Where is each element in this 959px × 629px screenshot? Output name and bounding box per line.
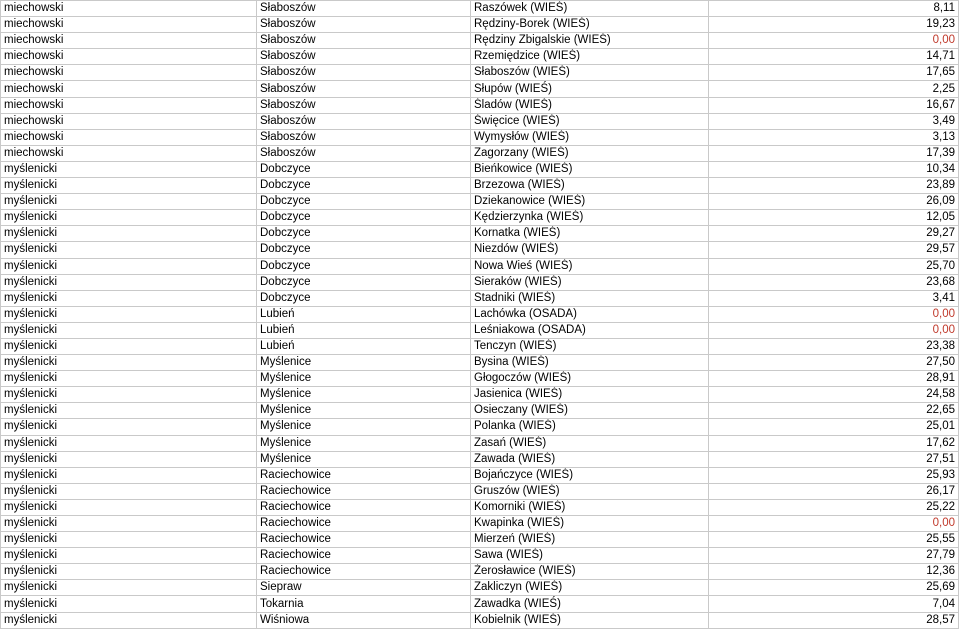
cell-commune: Lubień (257, 306, 471, 322)
cell-locality: Zawadka (WIEŚ) (471, 596, 709, 612)
cell-value: 24,58 (709, 387, 959, 403)
cell-county: myślenicki (1, 210, 257, 226)
cell-value: 27,51 (709, 451, 959, 467)
cell-commune: Myślenice (257, 403, 471, 419)
cell-commune: Myślenice (257, 387, 471, 403)
cell-value: 25,69 (709, 580, 959, 596)
cell-county: myślenicki (1, 290, 257, 306)
cell-county: myślenicki (1, 322, 257, 338)
table-row (1, 596, 959, 612)
table-body (1, 1, 959, 629)
table-row (1, 33, 959, 49)
cell-county: myślenicki (1, 194, 257, 210)
cell-commune: Myślenice (257, 355, 471, 371)
cell-value: 22,65 (709, 403, 959, 419)
cell-county: myślenicki (1, 612, 257, 628)
cell-county: myślenicki (1, 435, 257, 451)
cell-commune: Dobczyce (257, 161, 471, 177)
table-row (1, 548, 959, 564)
table-row (1, 483, 959, 499)
cell-locality: Rzemiędzice (WIEŚ) (471, 49, 709, 65)
cell-county: myślenicki (1, 516, 257, 532)
cell-value: 12,36 (709, 564, 959, 580)
table-row (1, 580, 959, 596)
cell-value: 25,01 (709, 419, 959, 435)
cell-locality: Kędzierzynka (WIEŚ) (471, 210, 709, 226)
table-row (1, 97, 959, 113)
cell-value: 28,57 (709, 612, 959, 628)
cell-commune: Raciechowice (257, 516, 471, 532)
cell-county: myślenicki (1, 258, 257, 274)
table-row (1, 419, 959, 435)
cell-county: myślenicki (1, 226, 257, 242)
cell-commune: Raciechowice (257, 548, 471, 564)
cell-locality: Leśniakowa (OSADA) (471, 322, 709, 338)
table-row (1, 161, 959, 177)
cell-county: myślenicki (1, 483, 257, 499)
cell-commune: Dobczyce (257, 194, 471, 210)
cell-commune: Raciechowice (257, 483, 471, 499)
cell-county: miechowski (1, 97, 257, 113)
cell-locality: Mierzeń (WIEŚ) (471, 532, 709, 548)
cell-value: 0,00 (709, 322, 959, 338)
cell-commune: Słaboszów (257, 81, 471, 97)
cell-commune: Dobczyce (257, 226, 471, 242)
table-row (1, 290, 959, 306)
cell-locality: Wymysłów (WIEŚ) (471, 129, 709, 145)
cell-county: myślenicki (1, 451, 257, 467)
cell-value: 25,22 (709, 499, 959, 515)
cell-county: miechowski (1, 129, 257, 145)
cell-locality: Żerosławice (WIEŚ) (471, 564, 709, 580)
cell-locality: Brzezowa (WIEŚ) (471, 178, 709, 194)
table-row (1, 194, 959, 210)
cell-county: myślenicki (1, 467, 257, 483)
cell-county: myślenicki (1, 161, 257, 177)
cell-value: 2,25 (709, 81, 959, 97)
table-row (1, 387, 959, 403)
table-row (1, 435, 959, 451)
cell-county: myślenicki (1, 338, 257, 354)
cell-commune: Dobczyce (257, 274, 471, 290)
table-row (1, 178, 959, 194)
cell-county: myślenicki (1, 355, 257, 371)
cell-commune: Myślenice (257, 435, 471, 451)
cell-value: 29,27 (709, 226, 959, 242)
cell-locality: Osieczany (WIEŚ) (471, 403, 709, 419)
cell-commune: Słaboszów (257, 129, 471, 145)
cell-value: 23,68 (709, 274, 959, 290)
cell-locality: Sieraków (WIEŚ) (471, 274, 709, 290)
cell-locality: Bysina (WIEŚ) (471, 355, 709, 371)
cell-commune: Siepraw (257, 580, 471, 596)
cell-county: miechowski (1, 17, 257, 33)
cell-commune: Słaboszów (257, 33, 471, 49)
cell-value: 7,04 (709, 596, 959, 612)
cell-value: 12,05 (709, 210, 959, 226)
cell-county: myślenicki (1, 564, 257, 580)
cell-commune: Słaboszów (257, 113, 471, 129)
cell-commune: Słaboszów (257, 17, 471, 33)
table-row (1, 274, 959, 290)
cell-locality: Komorniki (WIEŚ) (471, 499, 709, 515)
cell-commune: Raciechowice (257, 564, 471, 580)
cell-locality: Kwapinka (WIEŚ) (471, 516, 709, 532)
table-row (1, 322, 959, 338)
cell-value: 27,79 (709, 548, 959, 564)
cell-county: myślenicki (1, 548, 257, 564)
table-row (1, 371, 959, 387)
cell-value: 17,65 (709, 65, 959, 81)
cell-locality: Kobielnik (WIEŚ) (471, 612, 709, 628)
cell-commune: Słaboszów (257, 1, 471, 17)
table-row (1, 612, 959, 628)
cell-value: 27,50 (709, 355, 959, 371)
cell-county: miechowski (1, 113, 257, 129)
cell-locality: Śladów (WIEŚ) (471, 97, 709, 113)
table-row (1, 467, 959, 483)
cell-commune: Słaboszów (257, 145, 471, 161)
cell-locality: Nowa Wieś (WIEŚ) (471, 258, 709, 274)
cell-locality: Zakliczyn (WIEŚ) (471, 580, 709, 596)
cell-locality: Jasienica (WIEŚ) (471, 387, 709, 403)
cell-commune: Dobczyce (257, 258, 471, 274)
cell-commune: Raciechowice (257, 532, 471, 548)
cell-value: 17,39 (709, 145, 959, 161)
table-row (1, 113, 959, 129)
cell-locality: Zasań (WIEŚ) (471, 435, 709, 451)
cell-locality: Rędziny-Borek (WIEŚ) (471, 17, 709, 33)
cell-county: myślenicki (1, 596, 257, 612)
cell-value: 3,41 (709, 290, 959, 306)
cell-locality: Tenczyn (WIEŚ) (471, 338, 709, 354)
cell-county: miechowski (1, 49, 257, 65)
cell-county: miechowski (1, 33, 257, 49)
table-row (1, 145, 959, 161)
cell-commune: Dobczyce (257, 290, 471, 306)
table-row (1, 355, 959, 371)
cell-county: myślenicki (1, 387, 257, 403)
table-row (1, 564, 959, 580)
cell-commune: Myślenice (257, 451, 471, 467)
table-row (1, 258, 959, 274)
cell-locality: Zagorzany (WIEŚ) (471, 145, 709, 161)
cell-commune: Dobczyce (257, 178, 471, 194)
cell-county: myślenicki (1, 499, 257, 515)
cell-value: 29,57 (709, 242, 959, 258)
cell-value: 8,11 (709, 1, 959, 17)
cell-locality: Bieńkowice (WIEŚ) (471, 161, 709, 177)
cell-county: myślenicki (1, 242, 257, 258)
cell-commune: Słaboszów (257, 49, 471, 65)
table-row (1, 338, 959, 354)
cell-locality: Święcice (WIEŚ) (471, 113, 709, 129)
cell-commune: Raciechowice (257, 467, 471, 483)
cell-commune: Raciechowice (257, 499, 471, 515)
cell-commune: Dobczyce (257, 242, 471, 258)
table-row (1, 1, 959, 17)
table-row (1, 210, 959, 226)
cell-locality: Lachówka (OSADA) (471, 306, 709, 322)
table-row (1, 226, 959, 242)
cell-locality: Niezdów (WIEŚ) (471, 242, 709, 258)
cell-commune: Wiśniowa (257, 612, 471, 628)
cell-value: 10,34 (709, 161, 959, 177)
cell-commune: Myślenice (257, 371, 471, 387)
cell-county: myślenicki (1, 532, 257, 548)
cell-commune: Lubień (257, 338, 471, 354)
cell-value: 16,67 (709, 97, 959, 113)
cell-commune: Lubień (257, 322, 471, 338)
cell-county: myślenicki (1, 178, 257, 194)
cell-value: 25,70 (709, 258, 959, 274)
cell-value: 25,55 (709, 532, 959, 548)
cell-locality: Głogoczów (WIEŚ) (471, 371, 709, 387)
cell-value: 23,38 (709, 338, 959, 354)
table-row (1, 306, 959, 322)
cell-county: miechowski (1, 65, 257, 81)
cell-commune: Tokarnia (257, 596, 471, 612)
cell-value: 17,62 (709, 435, 959, 451)
cell-value: 23,89 (709, 178, 959, 194)
cell-county: myślenicki (1, 371, 257, 387)
cell-locality: Gruszów (WIEŚ) (471, 483, 709, 499)
table-row (1, 403, 959, 419)
cell-locality: Słupów (WIEŚ) (471, 81, 709, 97)
table-row (1, 499, 959, 515)
cell-value: 0,00 (709, 33, 959, 49)
cell-value: 3,49 (709, 113, 959, 129)
table-row (1, 65, 959, 81)
cell-county: myślenicki (1, 419, 257, 435)
table-row (1, 516, 959, 532)
cell-value: 26,09 (709, 194, 959, 210)
cell-locality: Dziekanowice (WIEŚ) (471, 194, 709, 210)
cell-county: myślenicki (1, 306, 257, 322)
cell-value: 14,71 (709, 49, 959, 65)
table-row (1, 49, 959, 65)
cell-locality: Zawada (WIEŚ) (471, 451, 709, 467)
cell-commune: Dobczyce (257, 210, 471, 226)
cell-locality: Stadniki (WIEŚ) (471, 290, 709, 306)
cell-value: 26,17 (709, 483, 959, 499)
cell-commune: Słaboszów (257, 97, 471, 113)
cell-county: myślenicki (1, 403, 257, 419)
table-row (1, 451, 959, 467)
cell-value: 3,13 (709, 129, 959, 145)
cell-locality: Sawa (WIEŚ) (471, 548, 709, 564)
table-row (1, 81, 959, 97)
cell-value: 0,00 (709, 516, 959, 532)
cell-locality: Bojańczyce (WIEŚ) (471, 467, 709, 483)
cell-county: miechowski (1, 81, 257, 97)
table-row (1, 129, 959, 145)
cell-commune: Myślenice (257, 419, 471, 435)
cell-value: 25,93 (709, 467, 959, 483)
cell-county: myślenicki (1, 580, 257, 596)
cell-county: myślenicki (1, 274, 257, 290)
cell-county: miechowski (1, 1, 257, 17)
table-row (1, 17, 959, 33)
cell-locality: Polanka (WIEŚ) (471, 419, 709, 435)
cell-value: 0,00 (709, 306, 959, 322)
cell-locality: Słaboszów (WIEŚ) (471, 65, 709, 81)
cell-value: 28,91 (709, 371, 959, 387)
cell-locality: Raszówek (WIEŚ) (471, 1, 709, 17)
cell-locality: Kornatka (WIEŚ) (471, 226, 709, 242)
cell-commune: Słaboszów (257, 65, 471, 81)
cell-value: 19,23 (709, 17, 959, 33)
table-row (1, 242, 959, 258)
cell-locality: Rędziny Zbigalskie (WIEŚ) (471, 33, 709, 49)
cell-county: miechowski (1, 145, 257, 161)
table-row (1, 532, 959, 548)
